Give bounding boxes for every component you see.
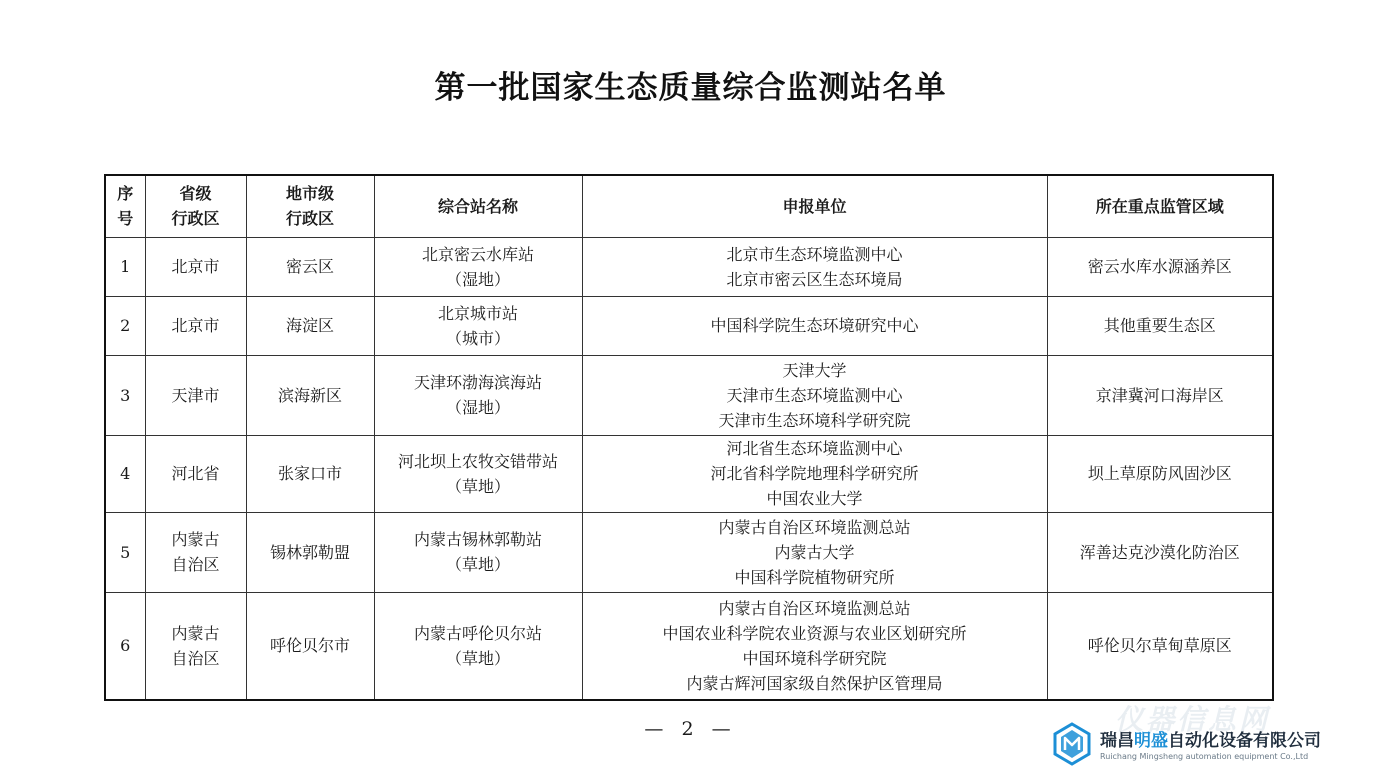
cell-station (374, 355, 582, 435)
station-roster-table (104, 174, 1274, 701)
cell-province (145, 592, 246, 700)
cell-applicant-line: 天津大学 (782, 360, 847, 380)
document-title: 第一批国家生态质量综合监测站名单 (434, 70, 947, 106)
cell-region: 京津冀河口海岸区 (1047, 355, 1273, 435)
cell-station-line: 内蒙古锡林郭勒站 (413, 530, 542, 549)
cell-applicant (582, 355, 1047, 435)
cell-applicant-line: 内蒙古辉河国家级自然保护区管理局 (686, 673, 943, 693)
cell-city: 滨海新区 (246, 355, 374, 435)
cell-applicant-line: 河北省科学院地理科学研究所 (710, 464, 919, 483)
cell-province-line: 北京市 (171, 257, 220, 276)
cell-seq: 1 (105, 237, 145, 296)
cell-applicant-line: 北京市生态环境监测中心 (726, 244, 903, 264)
cell-province (145, 435, 246, 512)
cell-region: 浑善达克沙漠化防治区 (1047, 512, 1273, 592)
cell-applicant-line: 内蒙古自治区环境监测总站 (718, 517, 911, 537)
cell-city: 锡林郭勒盟 (246, 512, 374, 592)
cell-province-line: 内蒙古 (171, 530, 220, 549)
cell-city: 呼伦贝尔市 (246, 592, 374, 700)
cell-region: 密云水库水源涵养区 (1047, 237, 1273, 296)
cell-station (374, 435, 582, 512)
cell-station-line: （草地） (445, 476, 510, 496)
cell-station-line: （湿地） (445, 398, 510, 417)
company-name: 瑞昌明盛自动化设备有限公司 (1100, 731, 1321, 751)
cell-station-line: （城市） (445, 328, 510, 348)
cell-region: 坝上草原防风固沙区 (1047, 435, 1273, 512)
cell-applicant-line: 天津市生态环境监测中心 (726, 385, 903, 405)
cell-applicant (582, 512, 1047, 592)
cell-applicant-line: 中国科学院生态环境研究中心 (710, 316, 919, 335)
cell-city: 密云区 (246, 237, 374, 296)
cell-station-line: 北京密云水库站 (421, 244, 534, 264)
cell-city: 海淀区 (246, 296, 374, 355)
cell-region: 其他重要生态区 (1047, 296, 1273, 355)
cell-applicant-line: 天津市生态环境科学研究院 (718, 410, 911, 430)
table-row (105, 237, 1273, 296)
header-city: 地市级 行政区 (246, 175, 374, 237)
cell-station-line: 河北坝上农牧交错带站 (397, 451, 558, 471)
cell-province-line: 河北省 (171, 464, 220, 483)
table-row (105, 512, 1273, 592)
cell-applicant-line: 内蒙古自治区环境监测总站 (718, 598, 911, 618)
watermark-text: 仪器信息网 (1115, 703, 1271, 736)
cell-province-line: 自治区 (171, 648, 220, 668)
cell-applicant-line: 中国农业科学院农业资源与农业区划研究所 (662, 623, 967, 643)
table-row (105, 592, 1273, 700)
cell-station (374, 512, 582, 592)
cell-province (145, 355, 246, 435)
cell-applicant (582, 592, 1047, 700)
cell-station-line: （草地） (445, 555, 510, 574)
cell-applicant-line: 中国环境科学研究院 (742, 648, 887, 668)
cell-province-line: 北京市 (171, 316, 220, 335)
header-region: 所在重点监管区域 (1047, 175, 1273, 237)
company-watermark (1052, 720, 1381, 769)
cell-applicant (582, 296, 1047, 355)
cell-applicant-line: 中国科学院植物研究所 (734, 567, 895, 587)
cell-applicant-line: 北京市密云区生态环境局 (726, 269, 903, 289)
cell-station-line: （湿地） (445, 269, 510, 289)
cell-seq: 5 (105, 512, 145, 592)
page-number: — 2 — (644, 718, 737, 740)
cell-seq: 2 (105, 296, 145, 355)
cell-applicant (582, 435, 1047, 512)
cell-province-line: 自治区 (171, 555, 220, 574)
cell-station-line: 天津环渤海滨海站 (413, 373, 542, 392)
cell-station (374, 592, 582, 700)
cell-seq: 3 (105, 355, 145, 435)
company-name-en: Ruichang Mingsheng automation equipment Co.,Ltd (1100, 752, 1309, 761)
cell-station (374, 237, 582, 296)
header-seq: 序 号 (105, 175, 145, 237)
cell-station-line: 北京城市站 (437, 303, 518, 323)
cell-station (374, 296, 582, 355)
cell-province (145, 512, 246, 592)
cell-city: 张家口市 (246, 435, 374, 512)
cell-applicant-line: 河北省生态环境监测中心 (726, 439, 903, 458)
cell-station-line: （草地） (445, 648, 510, 668)
cell-seq: 4 (105, 435, 145, 512)
cell-seq: 6 (105, 592, 145, 700)
table-row (105, 296, 1273, 355)
table-row (105, 435, 1273, 512)
cell-region: 呼伦贝尔草甸草原区 (1047, 592, 1273, 700)
cell-applicant (582, 237, 1047, 296)
header-applicant: 申报单位 (582, 175, 1047, 237)
header-station: 综合站名称 (374, 175, 582, 237)
cell-applicant-line: 中国农业大学 (766, 489, 863, 508)
header-province: 省级 行政区 (145, 175, 246, 237)
cell-station-line: 内蒙古呼伦贝尔站 (413, 623, 542, 643)
table-row (105, 355, 1273, 435)
cell-province-line: 天津市 (171, 385, 220, 405)
cell-province-line: 内蒙古 (171, 623, 220, 643)
cell-province (145, 296, 246, 355)
cell-province (145, 237, 246, 296)
cell-applicant-line: 内蒙古大学 (774, 542, 855, 562)
hexagon-ms-logo-icon (1052, 722, 1092, 766)
table-header-row (105, 175, 1273, 237)
